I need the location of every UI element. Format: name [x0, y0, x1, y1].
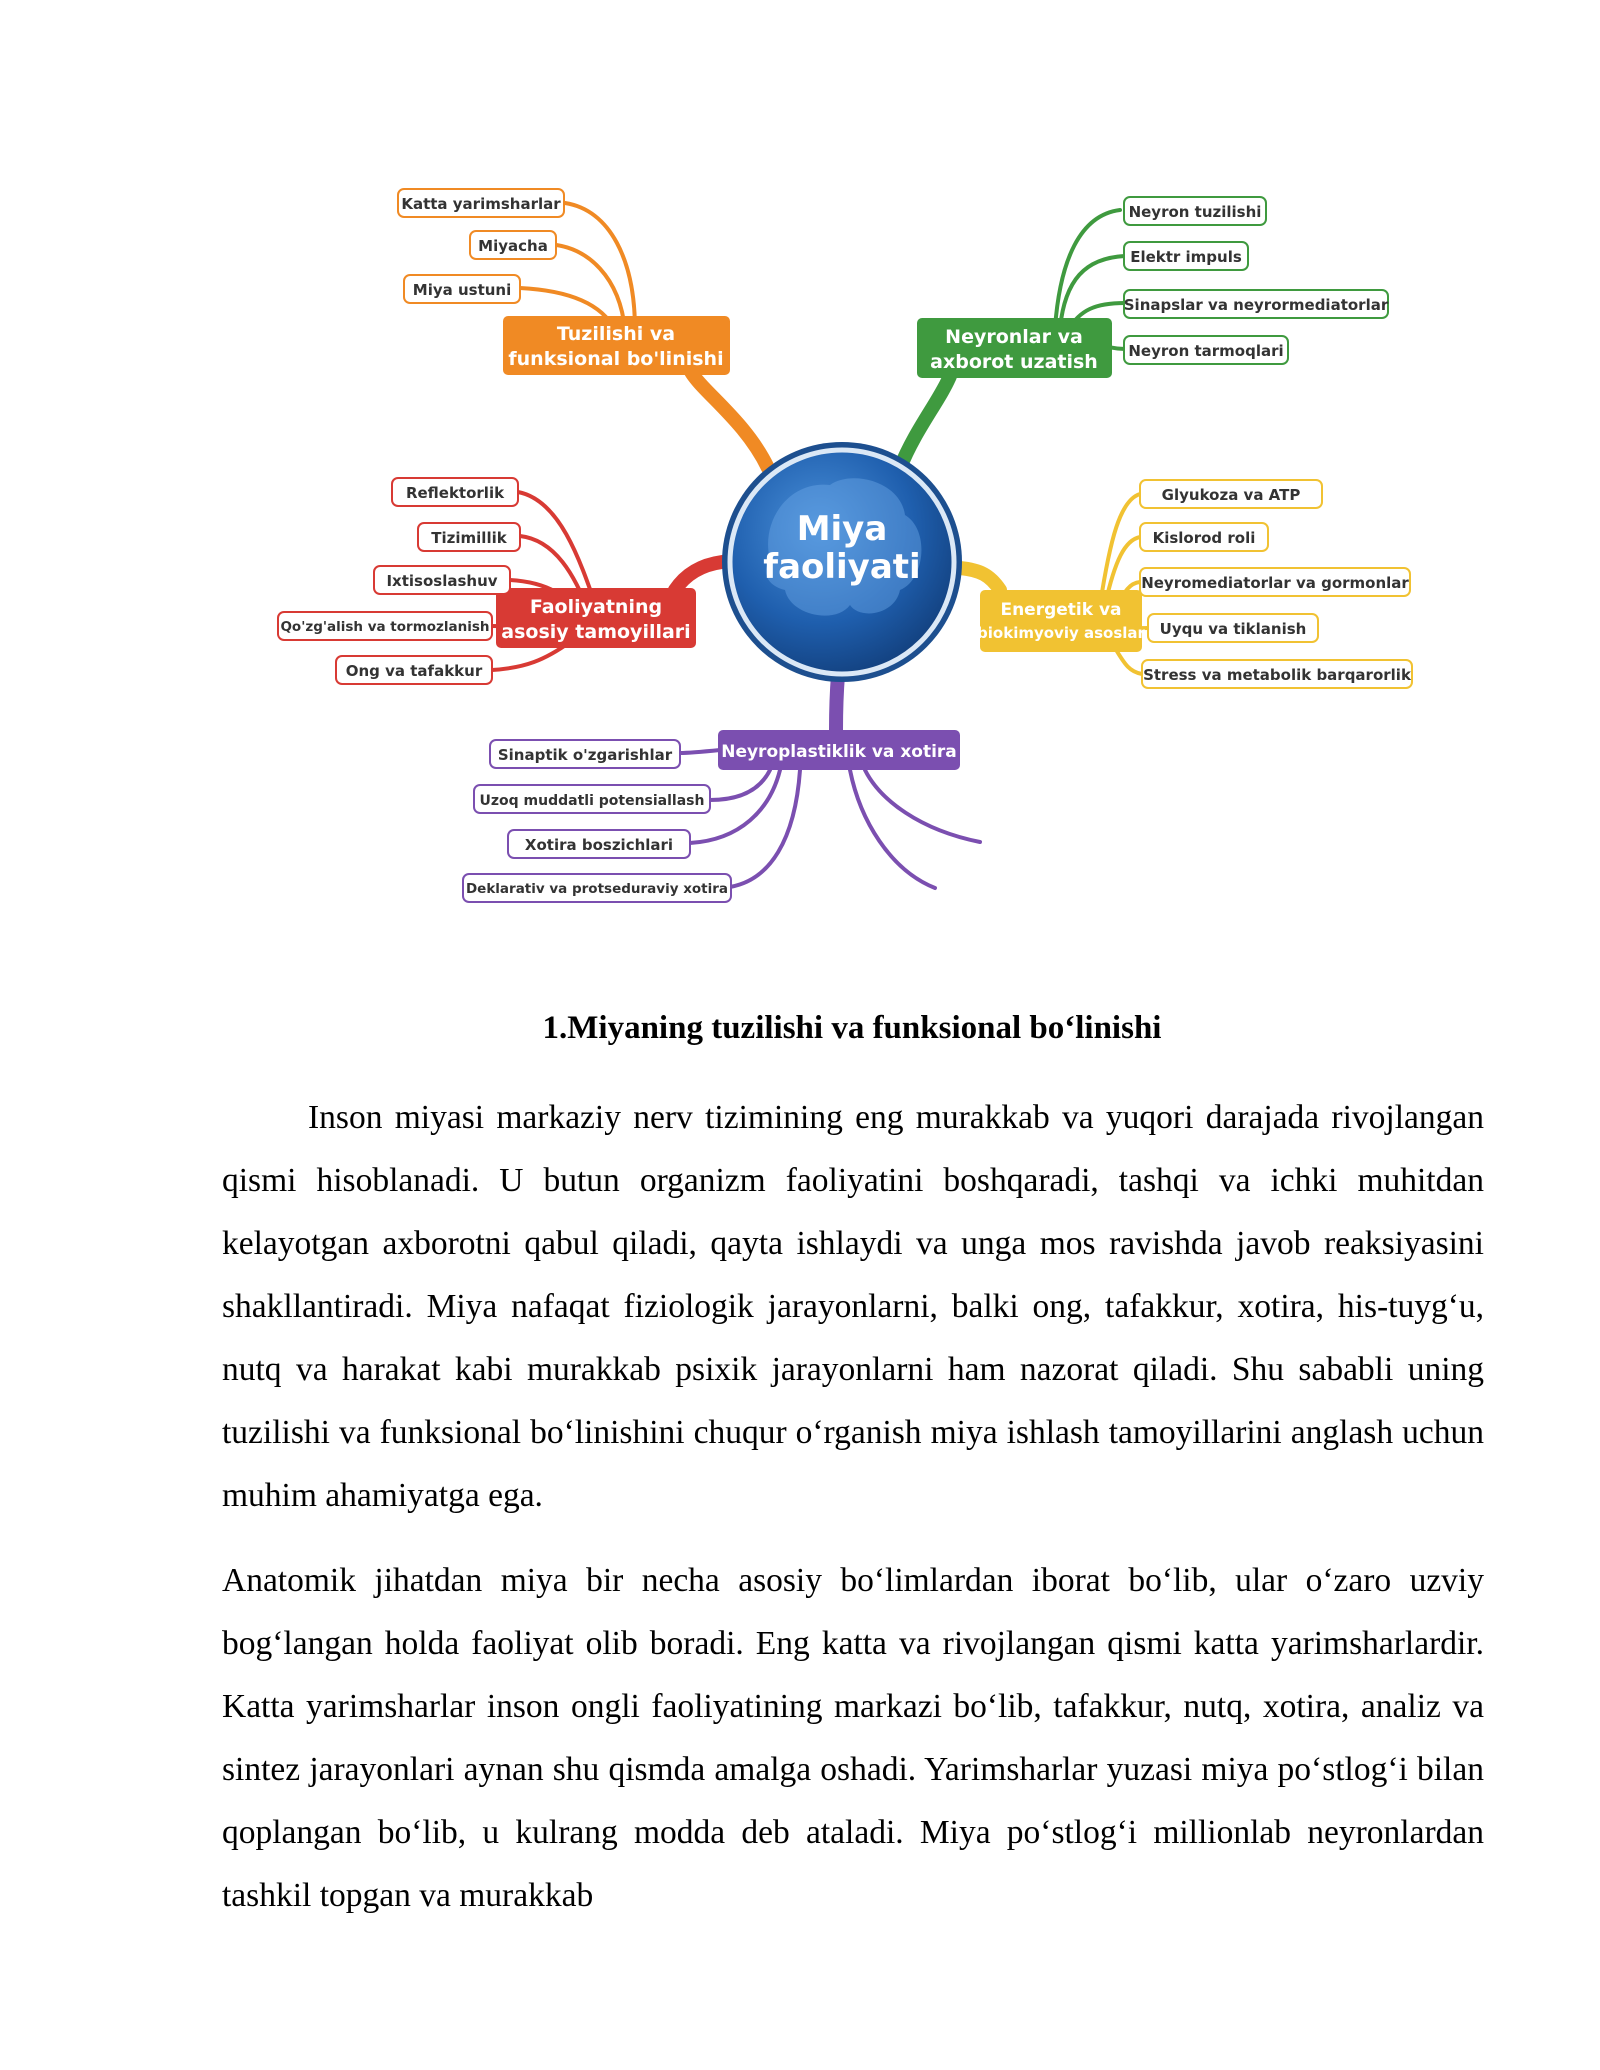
leaf-label: Ong va tafakkur: [345, 662, 483, 680]
paragraph-1: Inson miyasi markaziy nerv tizimining eng murakkab va yuqori darajada rivojlangan qismi hisoblanadi. U butun organizm faoliyatini boshqaradi, tashqi va ichki muhitdan kelayotgan axborotni qabul qiladi, qayta ishlaydi va unga mos ravishda javob reaksiyasini shakllantiradi. Miya nafaqat fiziologik jarayonlarni, balki ong, tafakkur, xotira, his-tuyg‘u, nutq va harakat kabi murakkab psixik jarayonlarni ham nazorat qiladi. Shu sababli uning tuzilishi va funksional bo‘linishini chuqur o‘rganish miya ishlash tamoyillarini anglash uchun muhim ahamiyatga ega.: [222, 1099, 1484, 1514]
leaf-energetik-3: [1148, 614, 1318, 642]
center-title-line1: Miya: [796, 509, 888, 549]
branch-neyronlar-line1: Neyronlar va: [945, 326, 1083, 348]
leaf-neyroplastiklik-3: [463, 874, 731, 902]
leaf-tuzilishi-2: [404, 275, 520, 303]
branch-neyronlar: [917, 318, 1112, 378]
leaf-energetik-4: [1142, 660, 1412, 688]
leaf-label: Uyqu va tiklanish: [1159, 620, 1307, 638]
branch-tuzilishi-line2: funksional bo'linishi: [508, 348, 724, 370]
section-heading: 1.Miyaning tuzilishi va funksional bo‘linishi: [542, 1010, 1162, 1046]
leaf-label: Stress va metabolik barqarorlik: [1143, 666, 1411, 684]
branch-energetik-line1: Energetik va: [1000, 600, 1122, 620]
leaf-label: Reflektorlik: [405, 484, 505, 502]
leaf-label: Sinaptik o'zgarishlar: [497, 746, 673, 764]
leaf-tuzilishi-1: [470, 231, 556, 259]
branch-neyroplastiklik-label: Neyroplastiklik va xotira: [721, 742, 957, 762]
leaf-label: Glyukoza va ATP: [1161, 486, 1301, 504]
leaf-neyroplastiklik-2: [508, 830, 690, 858]
branch-neyroplastiklik: [718, 730, 960, 770]
leaf-neyronlar-2: [1124, 290, 1389, 318]
leaf-label: Xotira boszichlari: [524, 836, 674, 854]
leaf-energetik-2: [1140, 568, 1410, 596]
leaf-neyronlar-0: [1124, 197, 1266, 225]
leaf-faoliyat-3: [278, 612, 492, 640]
mindmap-center-node: [722, 442, 962, 682]
leaf-label: Elektr impuls: [1130, 248, 1242, 266]
leaf-neyroplastiklik-1: [474, 785, 710, 813]
leaf-neyronlar-3: [1124, 336, 1288, 364]
leaf-label: Neyron tuzilishi: [1128, 203, 1262, 221]
leaf-label: Sinapslar va neyrormediatorlar: [1123, 296, 1389, 314]
branch-energetik: [977, 590, 1145, 652]
leaf-label: Ixtisoslashuv: [386, 572, 498, 590]
branch-energetik-line2: biokimyoviy asoslar: [977, 624, 1145, 642]
leaf-faoliyat-0: [392, 478, 518, 506]
leaf-faoliyat-1: [418, 523, 520, 551]
leaf-label: Katta yarimsharlar: [401, 195, 561, 213]
leaf-neyronlar-1: [1124, 242, 1248, 270]
leaf-energetik-1: [1140, 523, 1268, 551]
leaf-label: Neyron tarmoqlari: [1128, 342, 1284, 360]
leaf-faoliyat-4: [336, 656, 492, 684]
branch-faoliyat-line1: Faoliyatning: [529, 596, 663, 618]
leaf-label: Miya ustuni: [412, 281, 512, 299]
leaf-faoliyat-2: [374, 566, 510, 594]
branch-faoliyat: [496, 588, 696, 648]
brain-mind-map: [0, 0, 1600, 930]
leaf-label: Tizimillik: [431, 529, 507, 547]
leaf-label: Deklarativ va protseduraviy xotira: [465, 881, 729, 897]
leaf-label: Neyromediatorlar va gormonlar: [1141, 574, 1409, 592]
leaf-label: Kislorod roli: [1152, 529, 1256, 547]
leaf-neyroplastiklik-0: [490, 740, 680, 768]
branch-tuzilishi: [503, 316, 730, 375]
leaf-label: Miyacha: [478, 237, 548, 255]
paragraph-2: Anatomik jihatdan miya bir necha asosiy bo‘limlardan iborat bo‘lib, ular o‘zaro uzviy bog‘langan holda faoliyat olib boradi. Eng katta va rivojlangan qismi katta yarimsharlardir. Katta yarimsharlar inson ongli faoliyatining markazi bo‘lib, tafakkur, nutq, xotira, analiz va sintez jarayonlari aynan shu qismda amalga oshadi. Yarimsharlar yuzasi miya po‘stlog‘i bilan qoplangan bo‘lib, u kulrang modda deb ataladi. Miya po‘stlog‘i millionlab neyronlardan tashkil topgan va murakkab: [222, 1562, 1484, 1914]
leaf-tuzilishi-0: [398, 189, 564, 217]
branch-tuzilishi-line1: Tuzilishi va: [556, 323, 676, 345]
center-title-line2: faoliyati: [763, 547, 921, 587]
branch-neyronlar-line2: axborot uzatish: [930, 351, 1098, 373]
leaf-label: Qo'zg'alish va tormozlanish: [280, 619, 490, 635]
leaf-energetik-0: [1140, 480, 1322, 508]
leaf-label: Uzoq muddatli potensiallash: [479, 793, 705, 809]
branch-faoliyat-line2: asosiy tamoyillari: [501, 621, 691, 643]
